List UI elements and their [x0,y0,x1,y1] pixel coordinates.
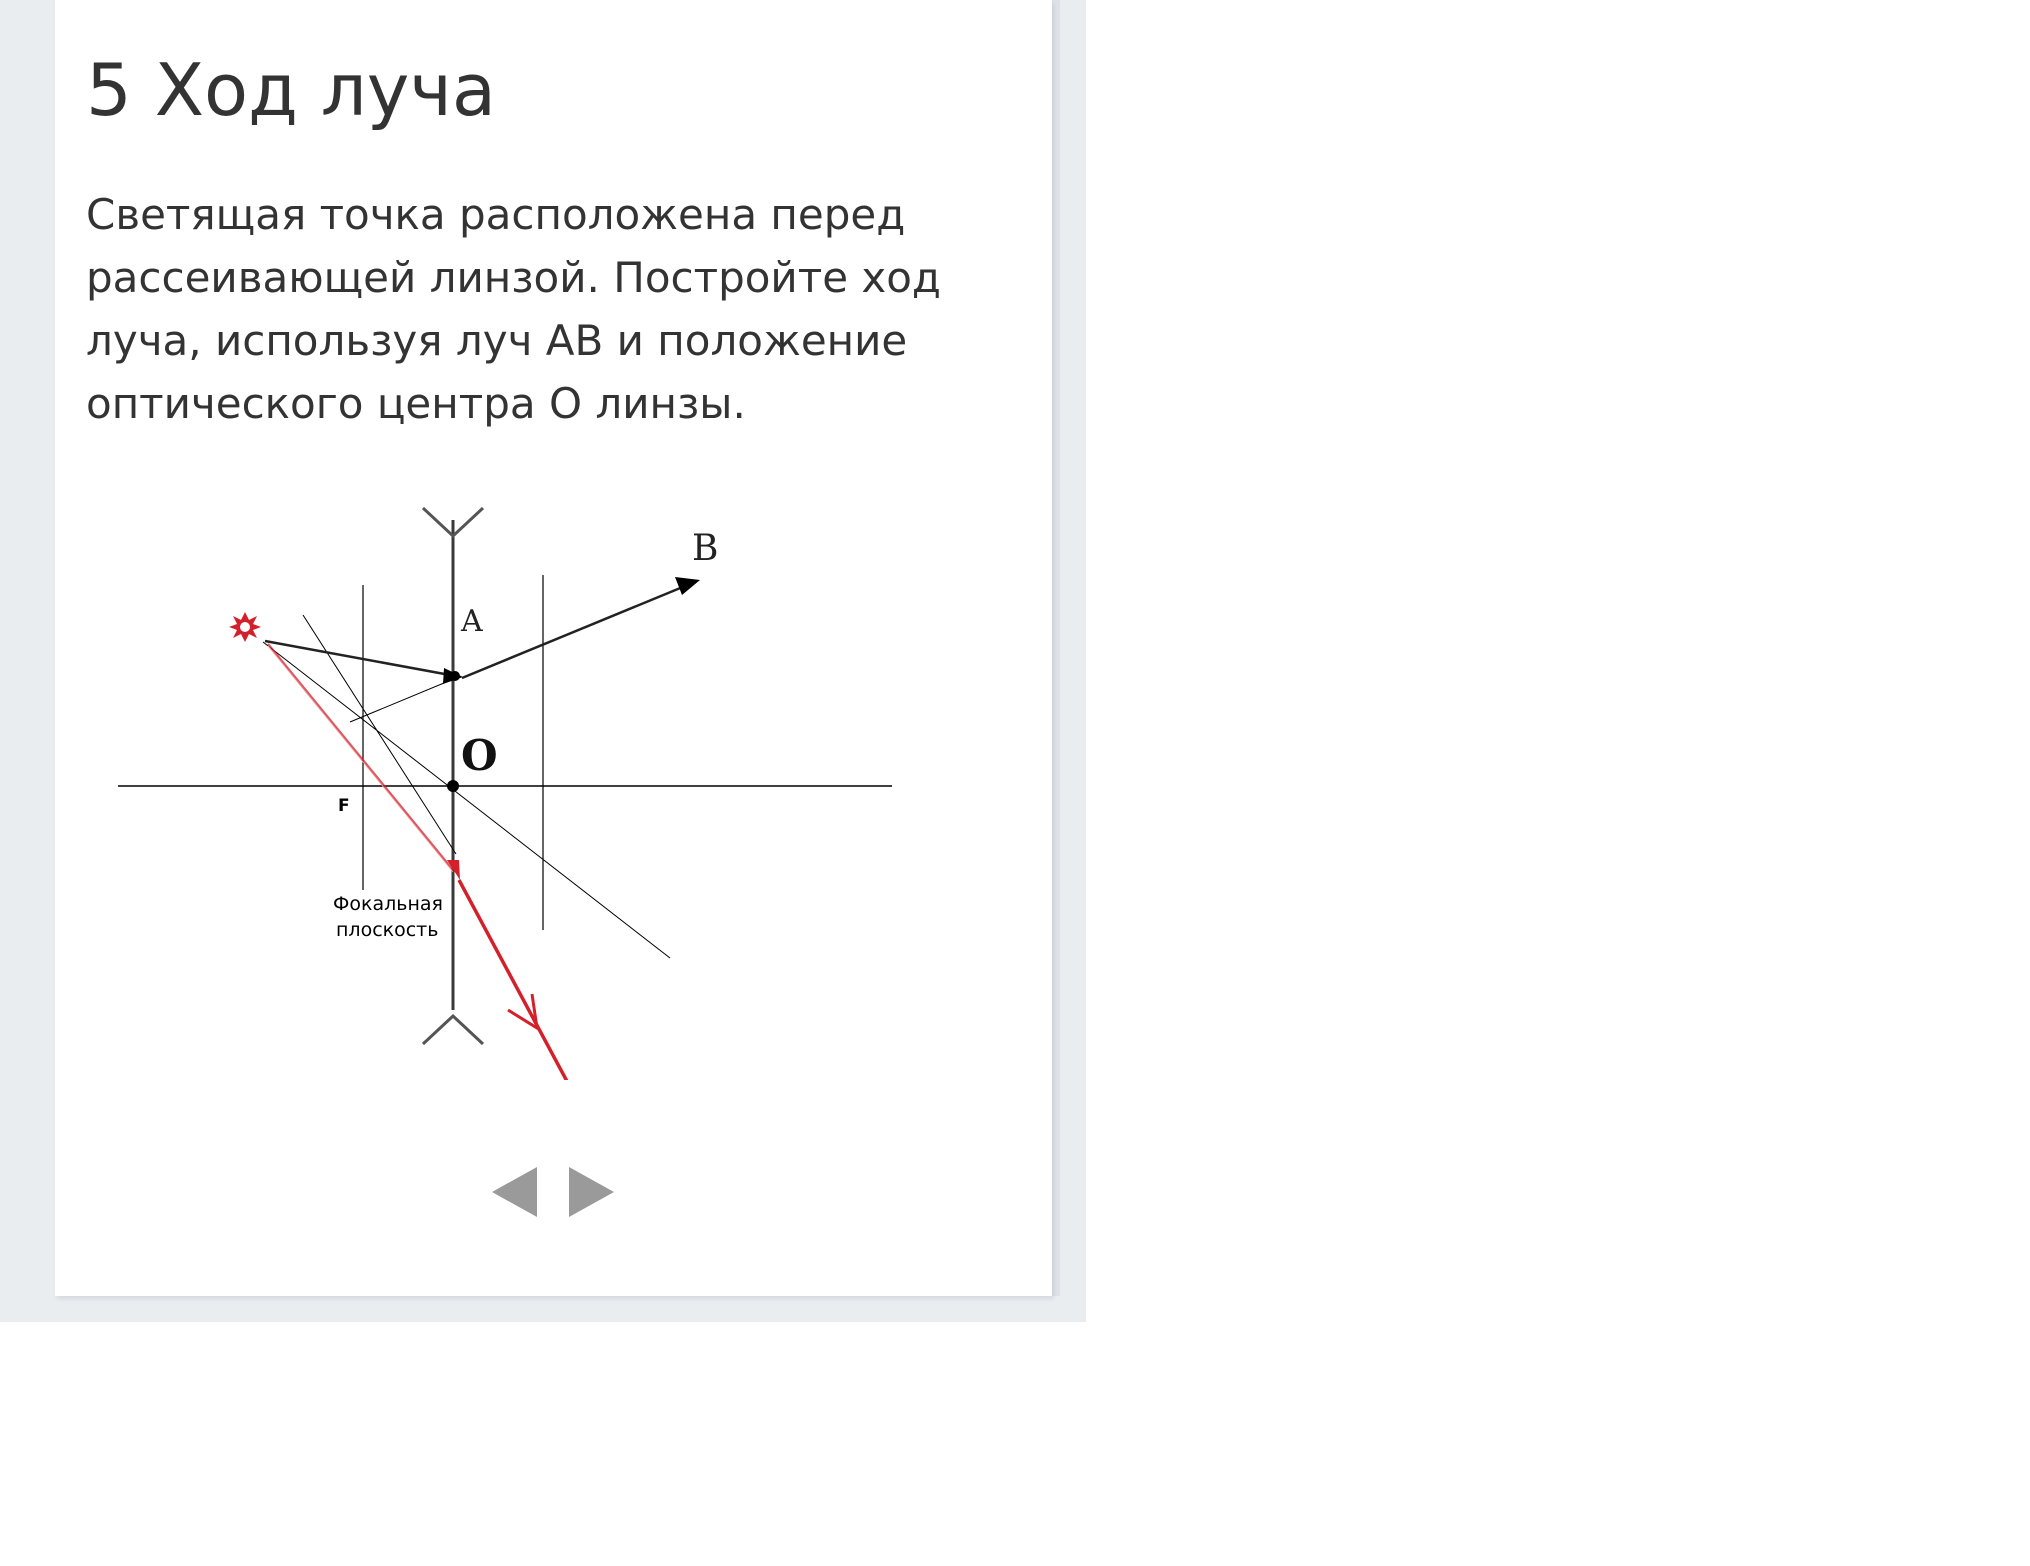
red-ray-incident [268,644,453,870]
ray-diagram [110,500,910,1080]
slide-navigation [487,1164,619,1220]
construction-line-1 [263,642,670,958]
lens-bottom-mark [423,1016,483,1044]
next-button[interactable] [563,1164,619,1220]
ray-ab-arrow [675,577,700,595]
ray-ab [462,584,690,678]
label-a: A [461,604,483,639]
triangle-right-icon [563,1164,619,1220]
label-b: B [692,528,719,569]
red-ray-refracted [459,880,569,1080]
prev-button[interactable] [487,1164,543,1220]
label-focal-plane-1: Фокальная [333,893,443,915]
triangle-left-icon [487,1164,543,1220]
label-focal-plane-2: плоскость [336,919,439,941]
point-a [450,671,460,681]
label-f: F [338,796,350,816]
ray-diagram-svg [110,500,910,1080]
construction-line-3 [350,678,456,722]
red-ray-incident-center [268,646,453,872]
construction-line-2 [303,615,456,854]
slide-title: 5 Ход луча [86,48,497,132]
task-text: Светящая точка расположена перед рассеивающей линзой. Постройте ход луча, используя луч АВ и положение оптического центра О линзы. [86,190,941,428]
light-source-icon [229,612,261,642]
point-o [447,780,459,792]
incident-ray [265,641,450,675]
label-o: O [461,731,498,780]
card-shadow [1052,0,1060,1296]
